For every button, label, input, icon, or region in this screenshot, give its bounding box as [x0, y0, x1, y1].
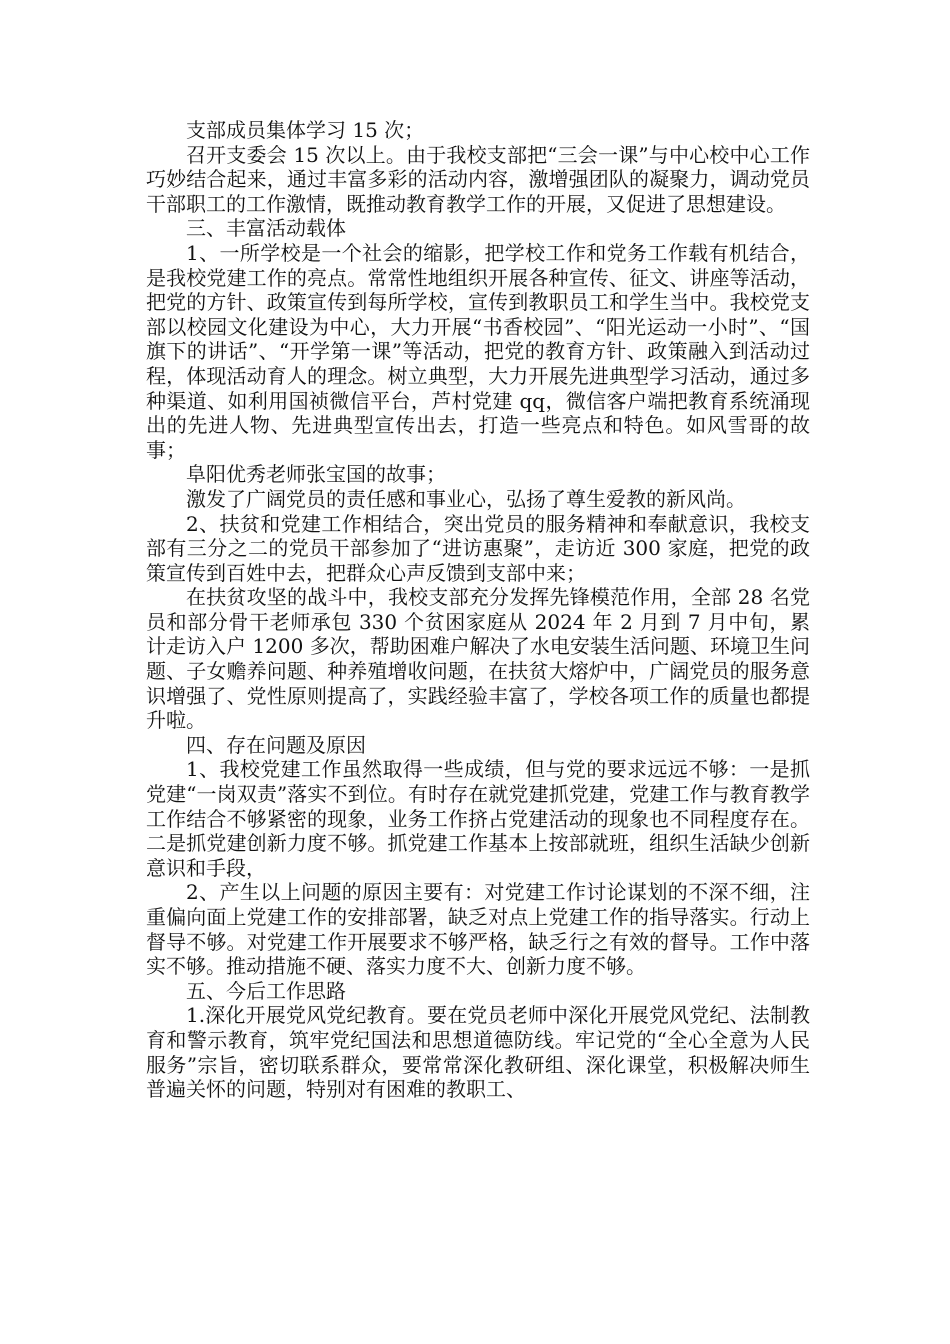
paragraph-problems-2: 2、产生以上问题的原因主要有：对党建工作讨论谋划的不深不细，注重偏向面上党建工作的安排部署，缺乏对点上党建工作的指导落实。行动上督导不够。对党建工作开展要求不够严格，缺乏行之有效的督导。工作中落实不够。推动措施不硬、落实力度不大、创新力度不够。	[146, 880, 810, 979]
paragraph-committee-meetings: 召开支委会 15 次以上。由于我校支部把“三会一课”与中心校中心工作巧妙结合起来，通过丰富多彩的活动内容，激增强团队的凝聚力，调动党员干部职工的工作激情，既推动教育教学工作的开展，又促进了思想建设。	[146, 142, 810, 216]
paragraph-future-1: 1.深化开展党风党纪教育。要在党员老师中深化开展党风党纪、法制教育和警示教育，筑牢党纪国法和思想道德防线。牢记党的“全心全意为人民服务”宗旨，密切联系群众，要常常深化教研组、深化课堂，积极解决师生普遍关怀的问题，特别对有困难的教职工、	[146, 1003, 810, 1102]
paragraph-poverty-2: 2、扶贫和党建工作相结合，突出党员的服务精神和奉献意识，我校支部有三分之二的党员干部参加了“进访惠聚”，走访近 300 家庭，把党的政策宣传到百姓中去，把群众心声反馈到支部中来；	[146, 511, 810, 585]
paragraph-problems-1: 1、我校党建工作虽然取得一些成绩，但与党的要求远远不够：一是抓党建“一岗双责”落实不到位。有时存在就党建抓党建，党建工作与教育教学工作结合不够紧密的现象，业务工作挤占党建活动的现象也不同程度存在。二是抓党建创新力度不够。抓党建工作基本上按部就班，组织生活缺少创新意识和手段，	[146, 757, 810, 880]
section-heading-5: 五、今后工作思路	[186, 978, 346, 1003]
paragraph-story: 阜阳优秀老师张宝国的故事；	[186, 462, 446, 487]
section-heading-4: 四、存在问题及原因	[186, 732, 366, 757]
paragraph-poverty-battle: 在扶贫攻坚的战斗中，我校支部充分发挥先锋模范作用，全部 28 名党员和部分骨干老师承包 330 个贫困家庭从 2024 年 2 月到 7 月中旬，累计走访入户 1200 多次，帮助困难户解决了水电安装生活问题、环境卫生问题、子女赡养问题、种养殖增收问题，在扶贫大熔炉中，广阔党员的服务意识增强了、党性原则提高了，实践经验丰富了，学校各项工作的质量也都提升啦。	[146, 585, 810, 733]
document-page	[146, 118, 810, 1102]
section-heading-3: 三、丰富活动载体	[186, 216, 346, 241]
paragraph-inspire: 激发了广阔党员的责任感和事业心，弘扬了尊生爱教的新风尚。	[186, 486, 746, 511]
paragraph-study-count: 支部成员集体学习 15 次；	[186, 118, 425, 142]
paragraph-activities-1: 1、一所学校是一个社会的缩影，把学校工作和党务工作载有机结合，是我校党建工作的亮点。常常性地组织开展各种宣传、征文、讲座等活动，把党的方针、政策宣传到每所学校，宣传到教职员工和学生当中。我校党支部以校园文化建设为中心，大力开展“书香校园”、“阳光运动一小时”、“国旗下的讲话”、“开学第一课”等活动，把党的教育方针、政策融入到活动过程，体现活动育人的理念。树立典型，大力开展先进典型学习活动，通过多种渠道、如利用国祯微信平台，芦村党建 qq，微信客户端把教育系统涌现出的先进人物、先进典型宣传出去，打造一些亮点和特色。如风雪哥的故事；	[146, 240, 810, 462]
